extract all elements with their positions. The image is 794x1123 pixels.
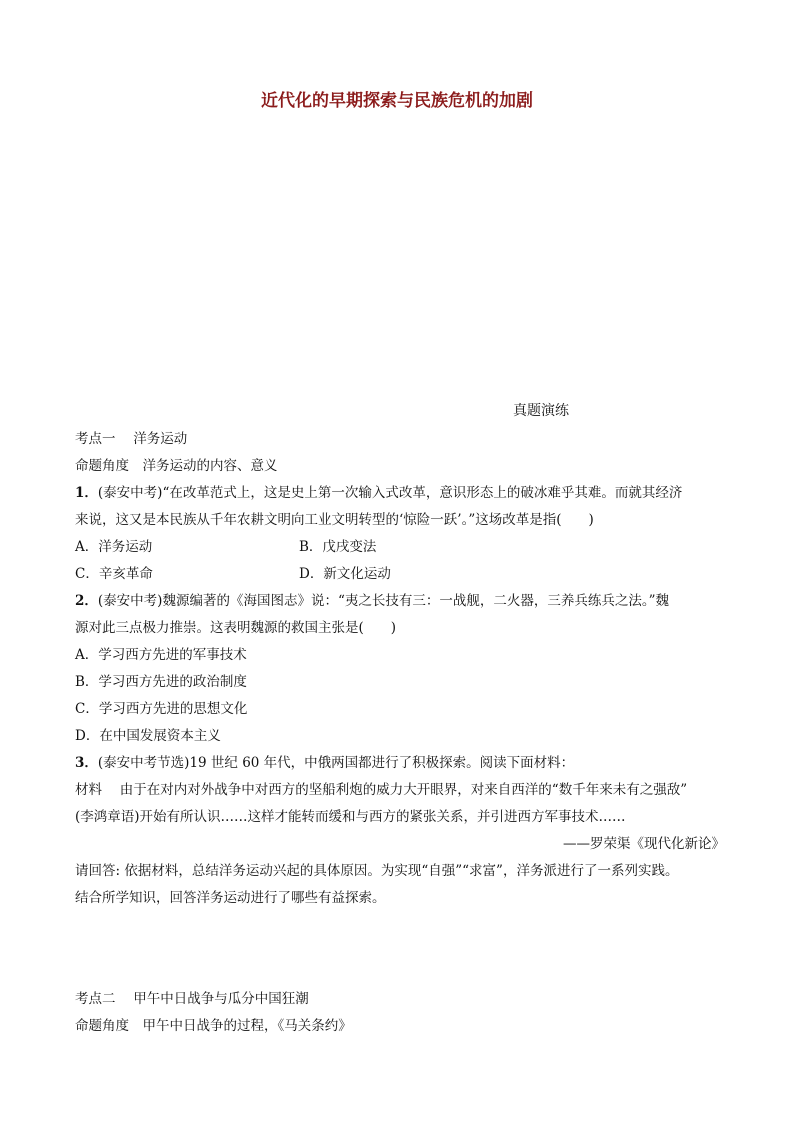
question-2-option-a: A．学习西方先进的军事技术 xyxy=(75,647,247,663)
jiaodu-1-heading: 命题角度 洋务运动的内容、意义 xyxy=(75,458,278,474)
question-1-options-row-1 xyxy=(75,534,725,561)
question-2-number: 2． xyxy=(75,593,98,609)
question-2-line-1 xyxy=(75,588,725,615)
question-1-option-b: B．戊戌变法 xyxy=(299,539,377,555)
question-3-material-1: 材料 由于在对内对外战争中对西方的坚船利炮的威力大开眼界，对来自西洋的“数千年来未有之强敌” xyxy=(75,782,688,798)
question-1-options-row-2 xyxy=(75,561,725,588)
question-1-line-1 xyxy=(75,480,725,507)
question-2-option-b: B．学习西方先进的政治制度 xyxy=(75,674,247,690)
jiaodu-2-heading: 命题角度 甲午中日战争的过程，《马关条约》 xyxy=(75,1018,352,1034)
question-content xyxy=(75,426,725,1040)
question-2-text-1: (泰安中考)魏源编著的《海国图志》说：“夷之长技有三：一战舰，二火器，三养兵练兵之法。”魏 xyxy=(97,593,669,609)
question-2-option-c: C．学习西方先进的思想文化 xyxy=(75,701,248,717)
question-1-option-d: D．新文化运动 xyxy=(299,566,391,582)
question-1-text-1: (泰安中考)“在改革范式上，这是史上第一次输入式改革，意识形态上的破冰难乎其难。而就其经济 xyxy=(97,485,683,501)
answer-space xyxy=(75,912,725,986)
question-3-ask-1: 请回答: 依据材料，总结洋务运动兴起的具体原因。为实现“自强”“求富”，洋务派进行了一系列实践。 xyxy=(75,863,679,879)
question-3-line-1 xyxy=(75,750,725,777)
question-1-option-a: A．洋务运动 xyxy=(75,539,153,555)
section-heading: 真题演练 xyxy=(513,403,569,419)
kaodian-2-heading: 考点二 甲午中日战争与瓜分中国狂潮 xyxy=(75,991,309,1007)
question-3-attribution: ——罗荣渠《现代化新论》 xyxy=(563,836,725,852)
question-3-ask-2: 结合所学知识，回答洋务运动进行了哪些有益探索。 xyxy=(75,890,386,906)
question-2-line-2: 源对此三点极力推崇。这表明魏源的救国主张是( ) xyxy=(75,620,397,636)
question-1-number: 1． xyxy=(75,485,98,501)
question-2-option-d: D．在中国发展资本主义 xyxy=(75,728,221,744)
question-1-line-2: 来说，这又是本民族从千年农耕文明向工业文明转型的‘惊险一跃’。”这场改革是指( ) xyxy=(75,512,594,528)
question-1-option-c: C．辛亥革命 xyxy=(75,566,153,582)
question-3-material-2: (李鸿章语)开始有所认识……这样才能转而缓和与西方的紧张关系，并引进西方军事技术…… xyxy=(75,809,626,825)
question-3-number: 3． xyxy=(75,755,98,771)
kaodian-1-heading: 考点一 洋务运动 xyxy=(75,431,188,447)
question-3-text-1: (泰安中考节选)19 世纪 60 年代，中俄两国都进行了积极探索。阅读下面材料： xyxy=(97,755,575,771)
document-title: 近代化的早期探索与民族危机的加剧 xyxy=(261,91,533,111)
